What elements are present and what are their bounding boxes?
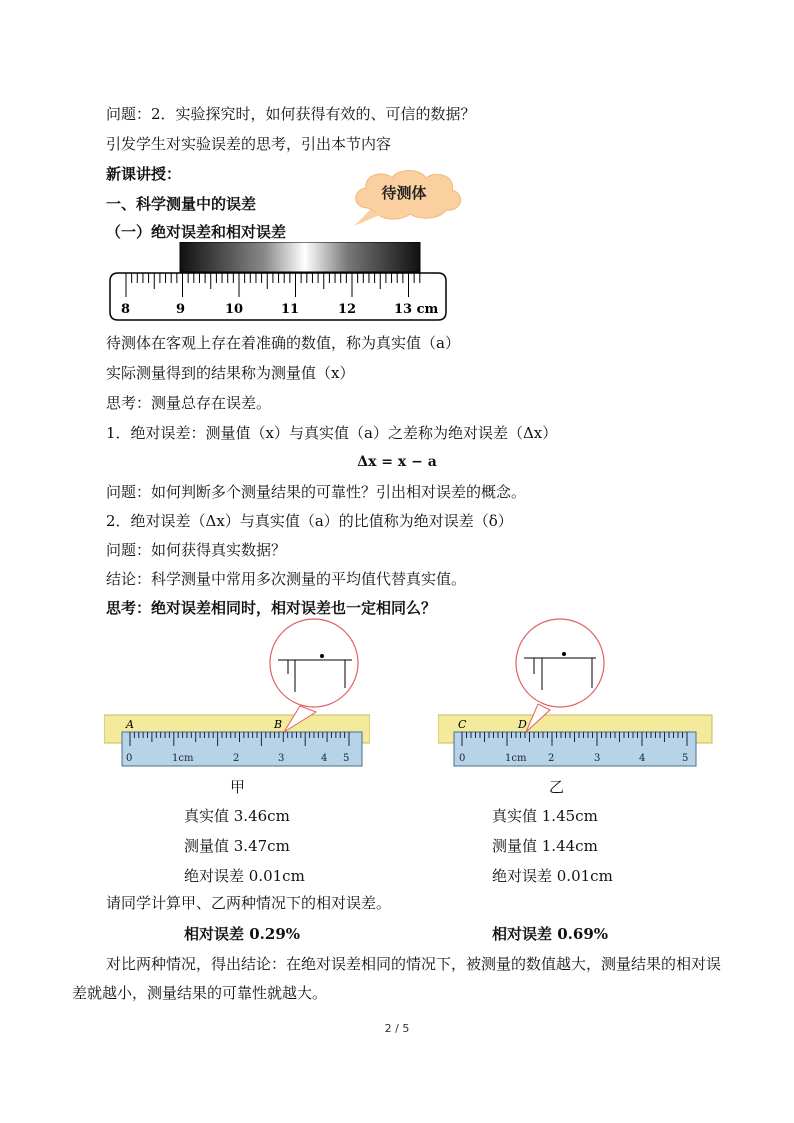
measured-object: [180, 242, 420, 272]
true-value-def: 待测体在客观上存在着准确的数值，称为真实值（a）: [106, 334, 460, 352]
question-2: 问题：2．实验探究时，如何获得有效的、可信的数据？: [106, 105, 476, 123]
tick-label: 5: [343, 753, 350, 764]
tick-label: 4: [639, 753, 646, 764]
tick-label: 2: [233, 753, 240, 764]
object-bubble: [348, 168, 466, 230]
measured-value-b: 测量值 1.44cm: [492, 837, 598, 855]
rel-error-a: 相对误差 0.29%: [184, 925, 301, 943]
tick-label: 9: [176, 302, 186, 317]
caption-b: 乙: [549, 778, 565, 796]
magnifier: [516, 619, 604, 707]
point-a-label: A: [126, 718, 134, 731]
tick-label: 4: [321, 753, 328, 764]
measured-value-def: 实际测量得到的结果称为测量值（x）: [106, 364, 355, 382]
point-d-label: D: [518, 718, 527, 731]
tick-label: 11: [281, 302, 300, 317]
measured-value-a: 测量值 3.47cm: [184, 837, 290, 855]
reliability-question: 问题：如何判断多个测量结果的可靠性？引出相对误差的概念。: [106, 483, 527, 501]
tick-label: 3: [278, 753, 285, 764]
conclusion-paragraph: 对比两种情况，得出结论：在绝对误差相同的情况下，被测量的数值越大，测量结果的相对误差就越小，测量结果的可靠性就越大。: [72, 955, 722, 1002]
relative-error-def: 2．绝对误差（Δx）与真实值（a）的比值称为绝对误差（δ）: [106, 512, 513, 530]
tick-label: 13 cm: [394, 302, 439, 317]
section-heading: 一、科学测量中的误差: [106, 195, 257, 213]
tick-label: 0: [459, 753, 466, 764]
caption-a: 甲: [230, 778, 246, 796]
absolute-error-def: 1．绝对误差：测量值（x）与真实值（a）之差称为绝对误差（Δx）: [106, 424, 558, 442]
conclusion-line: 结论：科学测量中常用多次测量的平均值代替真实值。: [106, 570, 467, 588]
point-b-label: B: [274, 718, 283, 731]
true-value-b: 真实值 1.45cm: [492, 807, 598, 825]
tick-label: 1cm: [505, 753, 527, 764]
page-number: 2 / 5: [384, 1022, 410, 1035]
tick-label: 10: [225, 302, 244, 317]
think-line: 思考：测量总存在误差。: [106, 394, 272, 412]
formula: Δx = x − a: [357, 454, 437, 470]
subsection-heading: （一）绝对误差和相对误差: [106, 223, 287, 241]
ruler-figure: [108, 242, 448, 322]
abs-error-a: 绝对误差 0.01cm: [184, 867, 305, 885]
tick-label: 1cm: [172, 753, 194, 764]
tick-label: 5: [682, 753, 689, 764]
true-value-a: 真实值 3.46cm: [184, 807, 290, 825]
rel-error-b: 相对误差 0.69%: [492, 925, 609, 943]
calc-instruction: 请同学计算甲、乙两种情况下的相对误差。: [106, 894, 392, 912]
figure-b: [438, 618, 714, 768]
think-question: 思考：绝对误差相同时，相对误差也一定相同么？: [106, 599, 437, 617]
intro-line: 引发学生对实验误差的思考，引出本节内容: [106, 135, 392, 153]
point-c-label: C: [458, 718, 467, 731]
tick-label: 12: [338, 302, 357, 317]
tick-label: 8: [121, 302, 131, 317]
true-data-question: 问题：如何获得真实数据？: [106, 541, 287, 559]
tick-label: 2: [548, 753, 555, 764]
abs-error-b: 绝对误差 0.01cm: [492, 867, 613, 885]
figure-a: [104, 618, 370, 768]
tick-label: 0: [126, 753, 133, 764]
new-lesson-heading: 新课讲授：: [106, 165, 182, 183]
tick-label: 3: [594, 753, 601, 764]
bubble-label: 待测体: [381, 184, 427, 202]
